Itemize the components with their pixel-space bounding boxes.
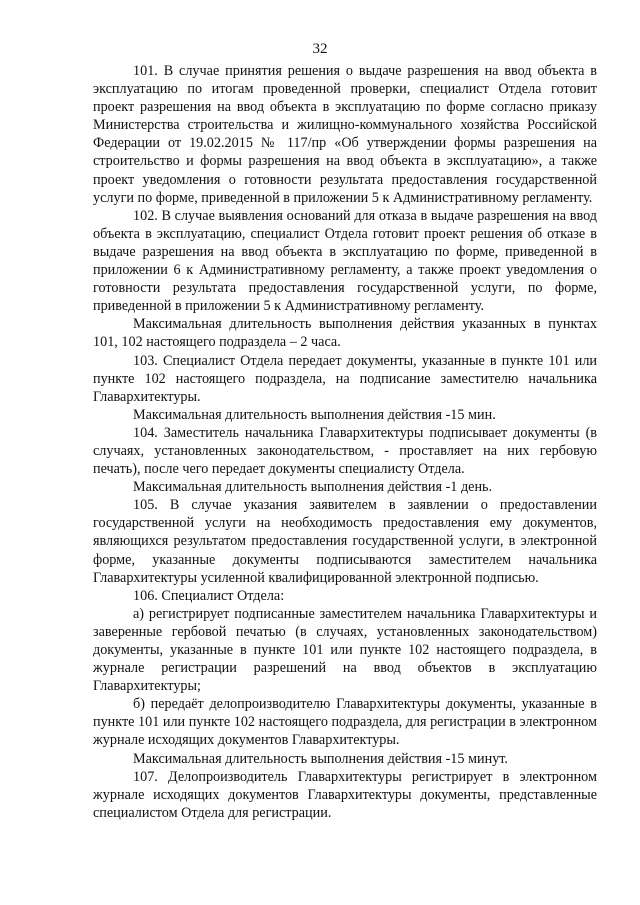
paragraph-106-a: а) регистрирует подписанные заместителем начальника Главархитектуры и заверенные гербовой печатью (в случаях, установленных законодательством) документы, указанные в пункте 101 или пункте 102 настоящего подраздела, в журнале регистрации разрешений на ввод объектов в эксплуатацию Главархитектуры; [93, 605, 597, 695]
page-number: 32 [312, 41, 328, 57]
paragraph-102: 102. В случае выявления оснований для отказа в выдаче разрешения на ввод объекта в эксплуатацию, специалист Отдела готовит проект решения об отказе в выдаче разрешения на ввод объекта в эксплуатацию по форме, приведенной в приложении 6 к Административному регламенту, а также проект уведомления о готовности результата предоставления государственной услуги, по форме, приведенной в приложении 5 к Административному регламенту. [93, 207, 597, 315]
paragraph-duration-106: Максимальная длительность выполнения действия -15 минут. [133, 750, 508, 767]
paragraph-107: 107. Делопроизводитель Главархитектуры регистрирует в электронном журнале исходящих документов Главархитектуры документы, представленные специалистом Отдела для регистрации. [93, 768, 597, 821]
paragraph-103: 103. Специалист Отдела передает документы, указанные в пункте 101 или пункте 102 настоящего подраздела, на подписание заместителю начальника Главархитектуры. [93, 352, 597, 405]
paragraph-duration-104: Максимальная длительность выполнения действия -1 день. [133, 479, 493, 496]
document-body [93, 62, 597, 822]
paragraph-105: 105. В случае указания заявителем в заявлении о предоставлении государственной услуги на необходимость предоставления ему документов, являющихся результатом предоставления государственной услуги, в электронной форме, указанные документы подписываются заместителем начальника Главархитектуры усиленной квалифицированной электронной подписью. [93, 497, 597, 586]
paragraph-106: 106. Специалист Отдела: [133, 587, 285, 604]
paragraph-duration-101-102: Максимальная длительность выполнения действия указанных в пунктах 101, 102 настоящего подраздела – 2 часа. [93, 316, 597, 351]
paragraph-106-b: б) передаёт делопроизводителю Главархитектуры документы, указанные в пункте 101 или пункте 102 настоящего подраздела, для регистрации в электронном журнале исходящих документов Главархитектуры. [93, 696, 597, 749]
paragraph-104: 104. Заместитель начальника Главархитектуры подписывает документы (в случаях, установленных законодательством, - проставляет на них гербовую печать), после чего передает документы специалисту Отдела. [93, 424, 597, 478]
paragraph-101: 101. В случае принятия решения о выдаче разрешения на ввод объекта в эксплуатацию по итогам проведенной проверки, специалист Отдела готовит проект разрешения на ввод объекта в эксплуатацию по форме согласно приказу Министерства строительства и жилищно-коммунального хозяйства Российской Федерации от 19.02.2015 № 117/пр «Об утверждении формы разрешения на строительство и формы разрешения на ввод объекта в эксплуатацию», а также проект уведомления о готовности результата предоставления государственной услуги по форме, приведенной в приложении 5 к Административному регламенту. [93, 63, 597, 206]
paragraph-duration-103: Максимальная длительность выполнения действия -15 мин. [133, 406, 496, 423]
